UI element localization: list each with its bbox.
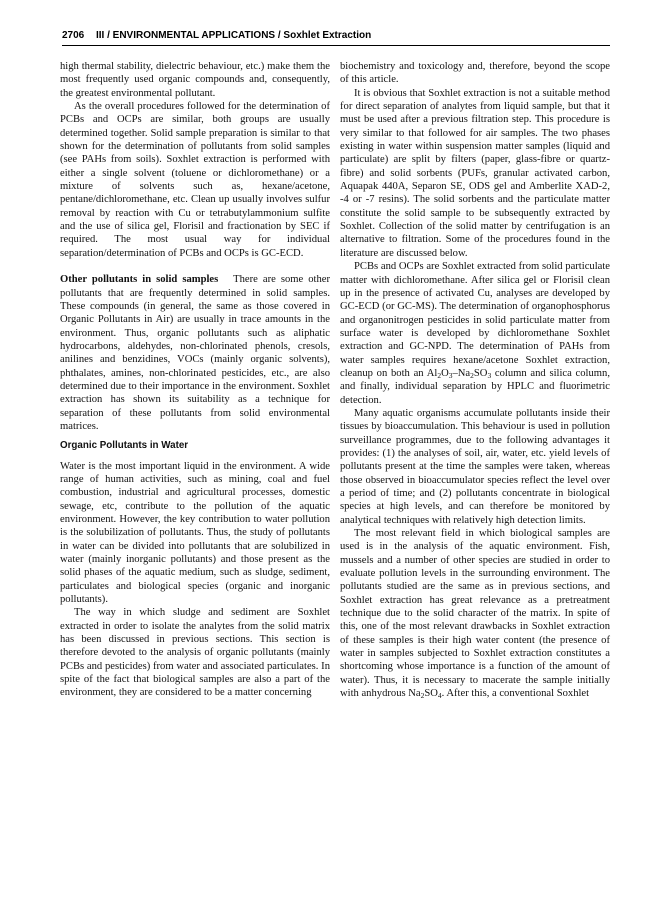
- paragraph: [340, 527, 610, 700]
- running-header: [62, 27, 610, 46]
- page-number: 2706: [62, 30, 85, 41]
- paragraph: As the overall procedures followed for the determination of PCBs and OCPs are similar, both groups are usually determined together. Solid sample preparation is similar to that shown for the determination of pollutants from solid samples (see PAHs from soils). Soxhlet extraction is performed with either a single solvent (toluene or dichloromethane) or a mixture of solvents such as, hexane/acetone, pentane/dichloromethane, etc. Clean up usually involves sulfur removal by reaction with Cu or tetrabutylammonium sulfite and the use of silica gel, Florisil and fractionation by SEC if required. The most usual way for individual separation/determination of PCBs and OCPs is GC-ECD.: [60, 101, 330, 259]
- run-in-heading: Other pollutants in solid samples: [60, 274, 219, 286]
- paragraph-gap: [60, 260, 330, 273]
- paragraph: Many aquatic organisms accumulate pollutants inside their tissues by bioaccumulation. This behaviour is used in pollution surveillance programmes, due to the following advantages it provides: (1) the analyses of soil, air, water, etc. yield levels of pollutants present at the time the samples were taken, whereas those observed in bioaccumulator species reflect the level over a period of time; and (2) pollutants concentrate in biological species at high levels, and can therefore be monitored by analytical techniques with relatively high detection limits.: [340, 407, 610, 526]
- paragraph-text: PCBs and OCPs are Soxhlet extracted from solid particulate matter with dichloromethane. After silica gel or Florisil clean up in the presence of activated Cu, analyses are developed by GC-ECD (or GC-MS). The determination of organophosphorus and organonitrogen pesticides in solid particulate matter from surface water is developed by dichloromethane Soxhlet extraction and GC-NPD. The determination of PAHs from water samples requires hexane/acetone Soxhlet extraction, cleanup on both an: [340, 261, 610, 379]
- right-column: [340, 60, 610, 701]
- left-column: [60, 60, 330, 700]
- paragraph: [60, 273, 330, 433]
- paragraph: It is obvious that Soxhlet extraction is not a suitable method for direct separation of analytes from liquid sample, but that it must be used after a previous filtration step. This procedure is very similar to that followed for air samples. The two phases existing in water within suspension matter samples (liquid and particulate) are split by filters (paper, glass-fibre or quartz-fibre) and solid sorbents (PUFs, granular activated carbon, Aquapak 440A, Separon SE, ODS gel and Amberlite XAD-2, -4 or -7 resins). The solid sorbents and the particulate matter constitute the solid sample to be subsequently extracted by Soxhlet. Collection of the solid matter by centrifugation is an alternative to filtration. Some of the procedures found in the literature are discussed below.: [340, 87, 610, 259]
- paragraph-text: The most relevant field in which biological samples are used is in the analysis of the aquatic environment. Fish, mussels and a number of other species are studied in order to evaluate pollution levels in the surrounding environment. The pollutants studied are the same as in previous sections, and Soxhlet extraction has great relevance as a pretreatment technique due to the solid character of the matrix. In spite of this, one of the most relevant drawbacks in Soxhlet extraction of these samples is their high water content (the presence of water in samples subjected to Soxhlet extraction constitutes a shortcoming whose importance is a function of the amount of water). Thus, it is necessary to macerate the sample initially with anhydrous: [340, 528, 610, 700]
- paragraph-text: There are some other pollutants that are frequently determined in solid samples. These compounds (in general, the same as those covered in Organic Pollutants in Air) are usually in trace amounts in the environment. Thus, organic pollutants such as aliphatic hydrocarbons, aldehydes, non-chlorinated phenols, cresols, anilines and benzidines, VOCs (mainly organic solvents), phthalates, amines, non-chlorinated pesticides, etc., are also determined due to their importance in the environment. Soxhlet extraction has shown its suitability as a technique for separation of these pollutants from solid environmental matrices.: [60, 274, 330, 432]
- chemical-formula: $Al_2O_3-Na_2SO_3$: [426, 367, 492, 380]
- paragraph: The way in which sludge and sediment are Soxhlet extracted in order to isolate the analytes from the solid matrix has been discussed in previous sections. This section is therefore devoted to the analysis of organic pollutants (mainly PCBs and pesticides) from water and associated particulates. In spite of the fact that biological samples are also a part of the environment, they are considered to be a matter concerning: [60, 607, 330, 699]
- section-heading: Organic Pollutants in Water: [60, 440, 189, 452]
- paragraph-text: column and silica column, and finally, individual separation by HPLC and fluorimetric detection.: [340, 367, 610, 406]
- paragraph-text: . After this, a conventional Soxhlet: [441, 688, 590, 700]
- paragraph: [340, 260, 610, 407]
- paragraph: Water is the most important liquid in the environment. A wide range of human activities, such as mining, coal and fuel combustion, industrial and agricultural processes, domestic sewage, etc, contribute to the pollution of the aquatic environment. However, the key contribution to water pollution is the solubilization of pollutants. Thus, the study of pollutants in water can be divided into pollutants that are solubilized in water (mainly inorganic pollutants) and those present as the solid phases of the aquatic medium, such as sludge, sediment, particulates and biological species (organic and inorganic pollutants).: [60, 460, 330, 606]
- running-title: III / ENVIRONMENTAL APPLICATIONS / Soxhlet Extraction: [96, 30, 372, 41]
- paragraph: high thermal stability, dielectric behaviour, etc.) make them the most frequently used organic compounds and, consequently, the greatest environmental pollutant.: [60, 61, 330, 99]
- chemical-formula: $Na_2SO_4$: [408, 688, 442, 701]
- paragraph: biochemistry and toxicology and, therefore, beyond the scope of this article.: [340, 61, 610, 86]
